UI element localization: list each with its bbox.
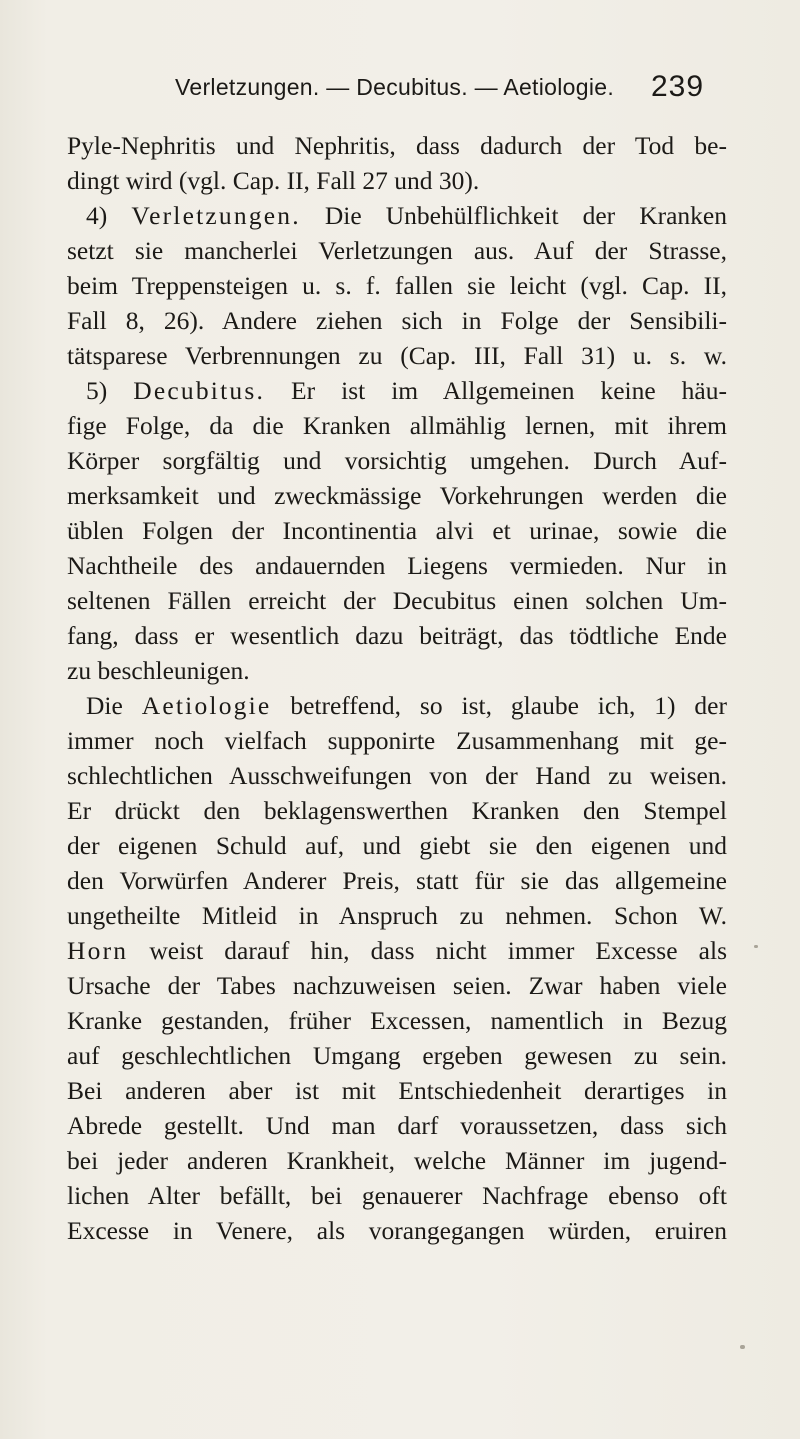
text-line: auf geschlechtlichen Umgang ergeben gewesen zu sein. [67, 1041, 727, 1070]
text-line: Die Aetiologie betreffend, so ist, glaube ich, 1) der [86, 691, 727, 720]
text-line: Bei anderen aber ist mit Entschiedenheit derartiges in [67, 1076, 727, 1105]
text-line: ungetheilte Mitleid in Anspruch zu nehmen. Schon W. [67, 901, 727, 930]
text-line: bei jeder anderen Krankheit, welche Männer im jugend- [67, 1146, 727, 1175]
spaced-heading: Aetiologie [141, 691, 272, 720]
text-line: den Vorwürfen Anderer Preis, statt für sie das allgemeine [67, 866, 727, 895]
text-line: immer noch vielfach supponirte Zusammenhang mit ge- [67, 726, 727, 755]
text-line: Abrede gestellt. Und man darf voraussetzen, dass sich [67, 1111, 727, 1140]
text-line: zu beschleunigen. [67, 656, 250, 685]
ink-speck [754, 945, 758, 948]
text-line: Er drückt den beklagenswerthen Kranken den Stempel [67, 796, 727, 825]
text-line: setzt sie mancherlei Verletzungen aus. Auf der Strasse, [67, 236, 727, 265]
text-line: Horn weist darauf hin, dass nicht immer Excesse als [67, 936, 727, 965]
text-line: Ursache der Tabes nachzuweisen seien. Zwar haben viele [67, 971, 727, 1000]
text-line: Fall 8, 26). Andere ziehen sich in Folge der Sensibili- [67, 306, 727, 335]
spaced-heading: Verletzungen. [131, 201, 301, 230]
text-line: der eigenen Schuld auf, und giebt sie den eigenen und [67, 831, 727, 860]
text-line: fang, dass er wesentlich dazu beiträgt, das tödtliche Ende [67, 621, 727, 650]
ink-speck [740, 1345, 745, 1349]
text-line: beim Treppensteigen u. s. f. fallen sie leicht (vgl. Cap. II, [67, 271, 727, 300]
text-line: 4) Verletzungen. Die Unbehülflichkeit der Kranken [86, 201, 727, 230]
text-line: Kranke gestanden, früher Excessen, namentlich in Bezug [67, 1006, 727, 1035]
text-line: Pyle-Nephritis und Nephritis, dass dadurch der Tod be- [67, 131, 727, 160]
text-line: Nachtheile des andauernden Liegens vermieden. Nur in [67, 551, 727, 580]
text-line: üblen Folgen der Incontinentia alvi et urinae, sowie die [67, 516, 727, 545]
text-line: dingt wird (vgl. Cap. II, Fall 27 und 30). [67, 166, 480, 195]
text-line: merksamkeit und zweckmässige Vorkehrungen werden die [67, 481, 727, 510]
spaced-name: Horn [67, 936, 129, 965]
spaced-heading: Decubitus. [133, 376, 266, 405]
text-line: 5) Decubitus. Er ist im Allgemeinen keine häu- [86, 376, 727, 405]
text-line: fige Folge, da die Kranken allmählig lernen, mit ihrem [67, 411, 727, 440]
text-line: Körper sorgfältig und vorsichtig umgehen. Durch Auf- [67, 446, 727, 475]
text-line: seltenen Fällen erreicht der Decubitus einen solchen Um- [67, 586, 727, 615]
page-number: 239 [651, 70, 705, 103]
text-line: Excesse in Venere, als vorangegangen würden, eruiren [67, 1216, 727, 1245]
text-line: schlechtlichen Ausschweifungen von der Hand zu weisen. [67, 761, 727, 790]
text-line: lichen Alter befällt, bei genauerer Nachfrage ebenso oft [67, 1181, 727, 1210]
running-head: Verletzungen. — Decubitus. — Aetiologie. [175, 74, 615, 100]
text-line: tätsparese Verbrennungen zu (Cap. III, Fall 31) u. s. w. [67, 341, 727, 370]
